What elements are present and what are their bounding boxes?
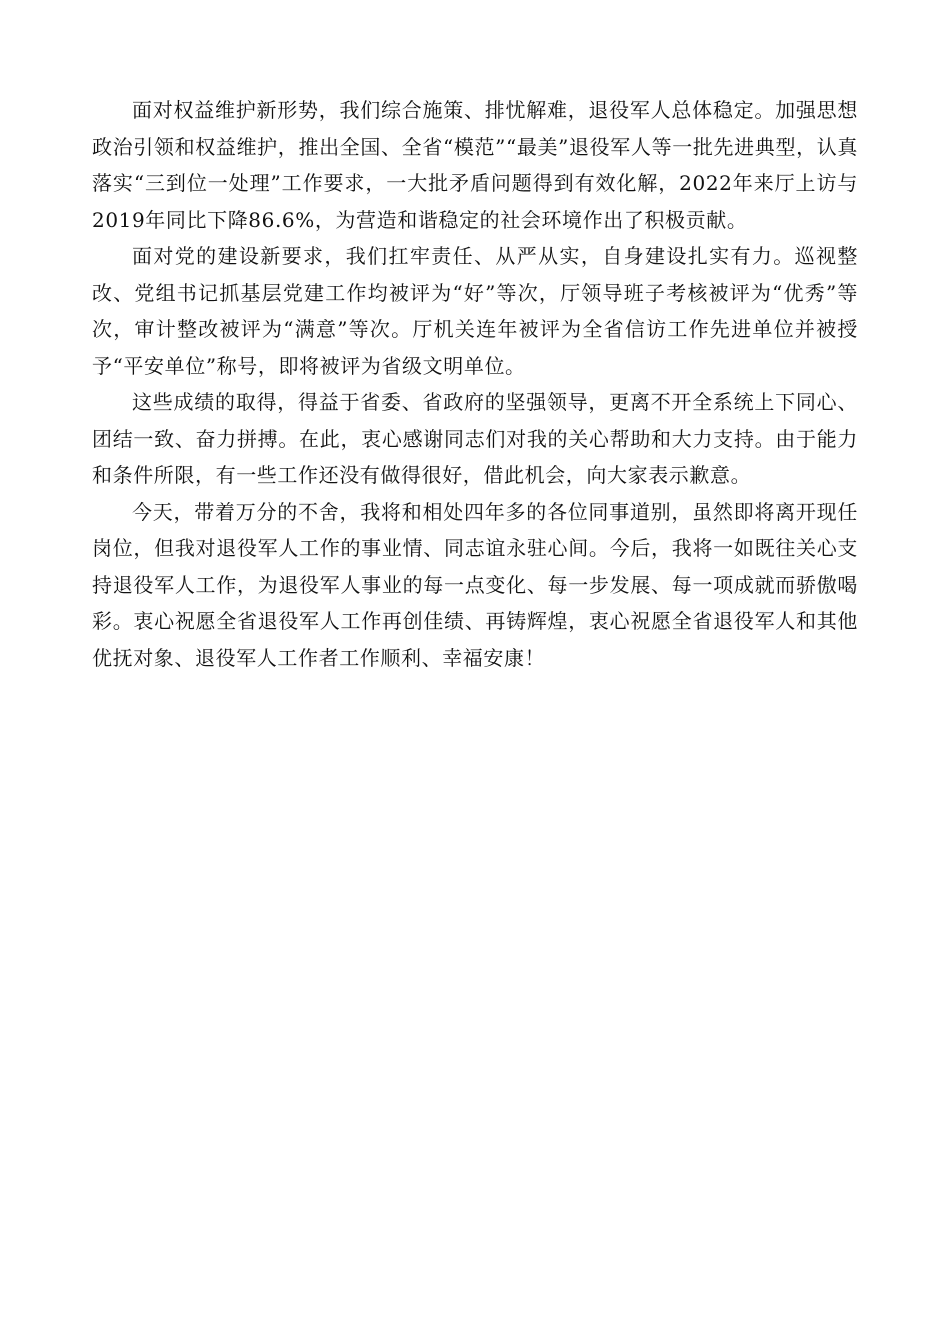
- document-body: [92, 92, 858, 676]
- paragraph-party-building: 面对党的建设新要求，我们扛牢责任、从严从实，自身建设扎实有力。巡视整改、党组书记抓基层党建工作均被评为“好”等次，厅领导班子考核被评为“优秀”等次，审计整改被评为“满意”等次。厅机关连年被评为全省信访工作先进单位并被授予“平安单位”称号，即将被评为省级文明单位。: [92, 244, 858, 378]
- paragraph-acknowledgements: 这些成绩的取得，得益于省委、省政府的坚强领导，更离不开全系统上下同心、团结一致、奋力拼搏。在此，衷心感谢同志们对我的关心帮助和大力支持。由于能力和条件所限，有一些工作还没有做得很好，借此机会，向大家表示歉意。: [92, 390, 858, 487]
- paragraph-farewell: 今天，带着万分的不舍，我将和相处四年多的各位同事道别，虽然即将离开现任岗位，但我对退役军人工作的事业情、同志谊永驻心间。今后，我将一如既往关心支持退役军人工作，为退役军人事业的每一点变化、每一步发展、每一项成就而骄傲喝彩。衷心祝愿全省退役军人工作再创佳绩、再铸辉煌，衷心祝愿全省退役军人和其他优抚对象、退役军人工作者工作顺利、幸福安康！: [92, 499, 858, 670]
- paragraph-rights-protection: 面对权益维护新形势，我们综合施策、排忧解难，退役军人总体稳定。加强思想政治引领和权益维护，推出全国、全省“模范”“最美”退役军人等一批先进典型，认真落实“三到位一处理”工作要求，一大批矛盾问题得到有效化解，2022年来厅上访与2019年同比下降86.6%，为营造和谐稳定的社会环境作出了积极贡献。: [92, 98, 858, 232]
